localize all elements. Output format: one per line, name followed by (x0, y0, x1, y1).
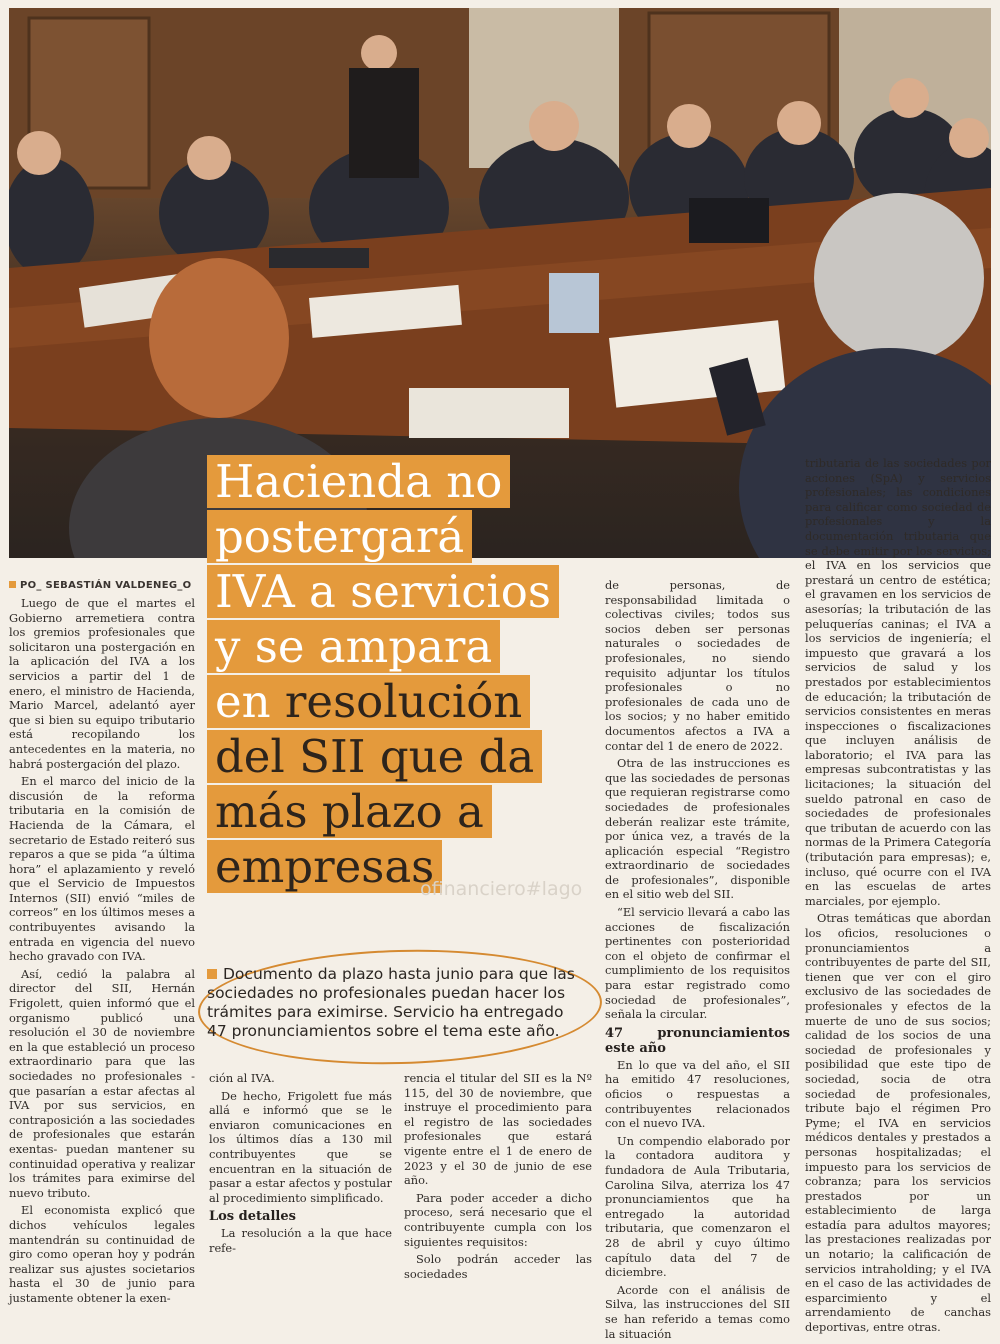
paragraph: Solo podrán acceder las sociedades (404, 1252, 592, 1281)
headline-line (207, 730, 542, 783)
headline-line: Hacienda no (207, 455, 510, 508)
headline-fragment: en (215, 675, 285, 728)
headline-line: y se ampara (207, 620, 500, 673)
paragraph: En lo que va del año, el SII ha emitido 47 resoluciones, oficios o respuestas a contribuyentes relacionados con el nuevo IVA. (605, 1057, 790, 1131)
byline (9, 580, 191, 591)
paragraph: Para poder acceder a dicho proceso, será necesario que el contribuyente cumpla con los siguientes requisitos: (404, 1190, 592, 1249)
bullet-square (207, 969, 217, 979)
byline-marker (9, 581, 16, 588)
headline-line (207, 785, 492, 838)
paragraph: Luego de que el martes el Gobierno arremetiera contra los gremios profesionales que solicitaron una postergación en la aplicación del IVA a los servicios a partir del 1 de enero, el ministro de Hacienda, Mario Marcel, adelantó ayer que si bien su equipo tributario está recopilando los antecedentes en la materia, no habrá postergación del plazo. (9, 596, 195, 771)
article-column-1 (9, 596, 195, 1309)
headline-fragment: más plazo a (215, 785, 484, 838)
article-column-4 (605, 578, 790, 1344)
paragraph: Otras temáticas que abordan los oficios, resoluciones o pronunciamientos a contribuyentes de parte del SII, tienen que ver con el giro exclusivo de las sociedades de profesionales y efectos de la muerte de uno de sus socios; calidad de los socios de una sociedad de profesionales y posibilidad que este tipo de sociedad, socia de otra sociedad de profesionales, tribute bajo el régimen Pro Pyme; el IVA en servicios médicos dentales y prestados a personas hospitalizadas; el impuesto para los servicios de cobranza; para los servicios prestados por un establecimiento de larga estadía para adultos mayores; las prestaciones realizadas por un notario; la calificación de servicios intraholding; y el IVA en el caso de las actividades de esparcimiento y el arrendamiento de canchas deportivas, entre otras. (805, 911, 991, 1335)
paragraph: ción al IVA. (209, 1071, 275, 1085)
paragraph: De hecho, Frigolett fue más allá e informó que se le enviaron comunicaciones en los últimos días a 130 mil contribuyentes que se encuentran en la situación de pasar a estar afectos y postular al procedimiento simplificado. (209, 1088, 392, 1205)
headline-line (207, 675, 530, 728)
pull-quote (207, 965, 585, 1041)
paragraph: En el marco del inicio de la discusión de la reforma tributaria en la comisión de Hacienda de la Cámara, el secretario de Estado reiteró sus reparos a que se pida “a última hora” el aplazamiento y reveló que el Servicio de Impuestos Internos (SII) envió “miles de correos” en los últimos meses a contribuyentes avisando la entrada en vigencia del nuevo hecho gravado con IVA. (9, 774, 195, 964)
headline-line: IVA a servicios (207, 565, 559, 618)
paragraph: La resolución a la que hace refe- (209, 1226, 392, 1255)
paragraph: de personas, de responsabilidad limitada o colectivas civiles; todos sus socios deben ser personas naturales o sociedades de profesionales, no siendo requisito adjuntar los títulos profesionales o no profesionales de cada uno de los socios; y no haber emitido documentos afectos a IVA a contar del 1 de enero de 2022. (605, 578, 790, 753)
subheading: Los detalles (209, 1209, 296, 1225)
paragraph: Así, cedió la palabra al director del SII, Hernán Frigolett, quien informó que el organismo publicó una resolución el 30 de noviembre en la que estableció un proceso extraordinario para que las sociedades no profesionales -que pasarían a estar afectas al IVA por sus servicios, en contraposición a las sociedades de profesionales que estarán exentas- puedan mantener su continuidad operativa y realizar los trámites para eximirse del nuevo tributo. (9, 966, 195, 1200)
article-column-5 (805, 456, 991, 1338)
headline-fragment: resolución (284, 675, 523, 728)
headline-fragment: empresas (215, 840, 435, 893)
paragraph: Otra de las instrucciones es que las sociedades de personas que requieran registrarse como sociedades de profesionales deberán realizar este trámite, por única vez, a través de la aplicación especial “Registro extraordinario de sociedades de profesionales”, disponible en el sitio web del SII. (605, 756, 790, 902)
watermark: ofinanciero#lago (420, 878, 583, 900)
article-column-2 (209, 1071, 392, 1259)
paragraph: Acorde con el análisis de Silva, las instrucciones del SII se han referido a temas como la situación (605, 1282, 790, 1341)
byline-text: PO_ SEBASTIÁN VALDENEG_O (20, 580, 192, 591)
headline-fragment: del SII que da (215, 730, 535, 783)
headline (207, 455, 567, 895)
paragraph: Un compendio elaborado por la contadora auditora y fundadora de Aula Tributaria, Carolina Silva, aterriza los 47 pronunciamientos que ha entregado la autoridad tributaria, que comenzaron el 28 de abril y cuyo último capítulo data del 7 de diciembre. (605, 1133, 790, 1280)
paragraph: tributaria de las sociedades por acciones (SpA) y servicios profesionales; las condiciones para calificar como sociedad de profesionales y la documentación tributaria que se debe emitir por los servicios; el IVA en los servicios que prestará un centro de estética; el gravamen en los servicios de asesorías; la tributación de las peluquerías caninas; el IVA a los servicios de ingeniería; el impuesto que gravará a los servicios de salud y los prestados por establecimientos de educación; la tributación de servicios consistentes en meras inspecciones o fiscalizaciones que incluyen análisis de laboratorio; el IVA para las empresas subcontratistas y las licitaciones; la situación del sueldo patronal en caso de sociedades de profesionales que tributan de acuerdo con las normas de la Primera Categoría (tributación para empresas); e, incluso, qué ocurre con el IVA en las escuelas de artes marciales, por ejemplo. (805, 456, 991, 908)
paragraph: “El servicio llevará a cabo las acciones de fiscalización pertinentes con posterioridad con el objeto de confirmar el cumplimiento de los requisitos para estar registrado como sociedad de profesionales”, señala la circular. (605, 905, 790, 1022)
headline-line (207, 840, 442, 893)
pull-quote-text: Documento da plazo hasta junio para que las sociedades no profesionales puedan hacer los trámites para eximirse. Servicio ha entregado 47 pronunciamientos sobre el tema este año. (207, 965, 575, 1040)
headline-line: postergará (207, 510, 472, 563)
article-column-3 (404, 1071, 592, 1284)
subheading: 47 pronunciamientos este año (605, 1025, 790, 1056)
paragraph: rencia el titular del SII es la Nº 115, del 30 de noviembre, que instruye el procedimiento para el registro de las sociedades profesionales que estará vigente entre el 1 de enero de 2023 y el 30 de junio de ese año. (404, 1071, 592, 1188)
paragraph: El economista explicó que dichos vehículos legales mantendrán su continuidad de giro como operan hoy y podrán realizar sus ajustes societarios hasta el 30 de junio para justamente obtener la exen- (9, 1203, 195, 1305)
